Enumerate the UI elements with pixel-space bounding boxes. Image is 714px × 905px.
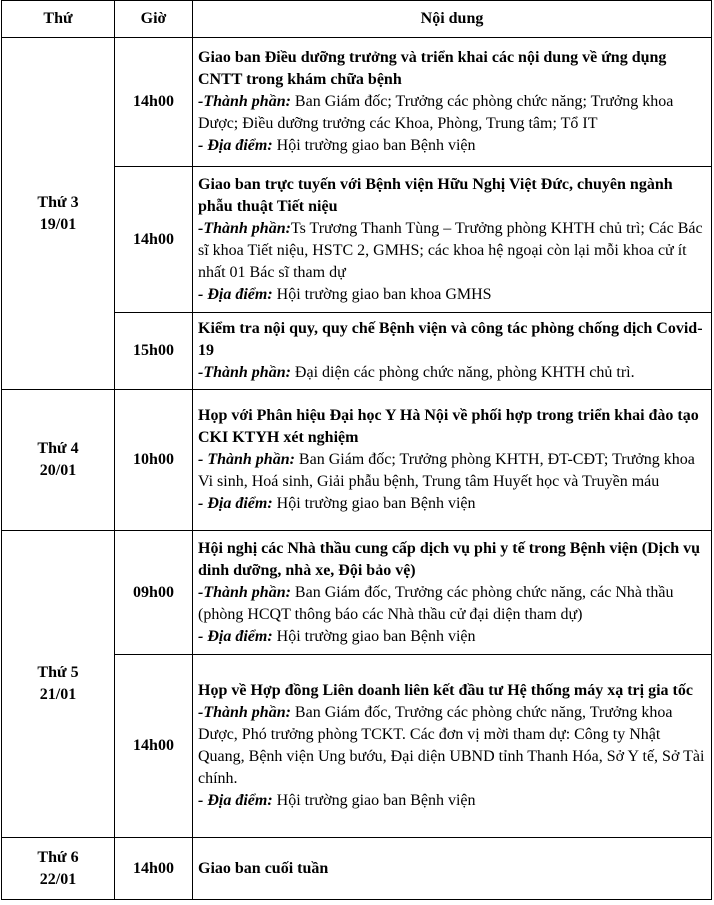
- content-cell: [193, 390, 712, 531]
- day-name: Thứ 6: [37, 848, 79, 866]
- detail-text: Ban Giám đốc; Trưởng phòng KHTH, ĐT-CĐT; Trưởng khoa Vi sinh, Hoá sinh, Giải phẫu bệnh, Trung tâm Huyết học và Truyền máu: [198, 451, 695, 490]
- event-detail: [198, 135, 707, 157]
- day-cell: [2, 531, 115, 838]
- day-cell: [2, 38, 115, 390]
- event-detail: [198, 284, 707, 306]
- time-cell: 10h00: [115, 390, 193, 531]
- event-title: Hội nghị các Nhà thầu cung cấp dịch vụ phi y tế trong Bệnh viện (Dịch vụ dinh dưỡng, nhà xe, Đội bảo vệ): [198, 539, 701, 579]
- event-title: Giao ban cuối tuần: [198, 859, 329, 877]
- event-title: Giao ban trực tuyến với Bệnh viện Hữu Nghị Việt Đức, chuyên ngành phẫu thuật Tiết niệu: [198, 175, 673, 215]
- content-cell: [193, 531, 712, 655]
- header-time: Giờ: [115, 1, 193, 38]
- time-cell: 09h00: [115, 531, 193, 655]
- table-row: [2, 531, 712, 655]
- day-cell: [2, 838, 115, 900]
- header-content: Nội dung: [193, 1, 712, 38]
- detail-text: Ban Giám đốc, Trưởng các phòng chức năng, Trưởng khoa Dược, Phó trưởng phòng TCKT. Các đơn vị mời tham dự: Công ty Nhật Quang, Bệnh viện Ung bướu, Đại diện UBND tỉnh Thanh Hóa, Sở Y tế, Sở Tài chính.: [198, 704, 705, 787]
- day-date: 19/01: [39, 215, 77, 233]
- detail-label: -Thành phần:: [198, 93, 291, 110]
- table-row: [2, 838, 712, 900]
- day-date: 22/01: [39, 870, 77, 888]
- event-detail: [198, 790, 707, 812]
- detail-text: Ts Trương Thanh Tùng – Trưởng phòng KHTH chủ trì; Các Bác sĩ khoa Tiết niệu, HSTC 2, GMHS; các khoa hệ ngoại còn lại mỗi khoa cử ít nhất 01 Bác sĩ tham dự: [198, 219, 703, 281]
- event-title: Họp với Phân hiệu Đại học Y Hà Nội về phối hợp trong triển khai đào tạo CKI KTYH xét nghiệm: [198, 407, 699, 446]
- content-cell: [193, 655, 712, 838]
- detail-text: Hội trường giao ban Bệnh viện: [272, 792, 476, 809]
- day-date: 20/01: [39, 462, 77, 479]
- header-row: [2, 1, 712, 38]
- event-detail: [198, 626, 707, 648]
- detail-text: Đại diện các phòng chức năng, phòng KHTH chủ trì.: [290, 364, 635, 381]
- table-row: [2, 390, 712, 531]
- detail-label: - Địa điểm:: [198, 137, 273, 154]
- detail-text: Ban Giám đốc; Trưởng các phòng chức năng; Trưởng khoa Dược; Điều dưỡng trưởng các Khoa, Phòng, Trung tâm; Tổ IT: [198, 93, 674, 132]
- detail-text: Ban Giám đốc, Trưởng các phòng chức năng, các Nhà thầu (phòng HCQT thông báo các Nhà thầu cử đại diện tham dự): [198, 583, 674, 623]
- detail-text: Hội trường giao ban Bệnh viện: [272, 137, 476, 154]
- event-detail: [198, 218, 707, 284]
- event-detail: [198, 702, 707, 790]
- detail-label: -Thành phần:: [198, 583, 291, 601]
- event-detail: [198, 582, 707, 626]
- day-name: Thứ 3: [37, 193, 79, 211]
- time-cell: 14h00: [115, 167, 193, 313]
- detail-text: Hội trường giao ban Bệnh viện: [272, 627, 476, 645]
- schedule-body: [2, 38, 712, 900]
- day-name: Thứ 5: [37, 664, 79, 681]
- header-day: Thứ: [2, 1, 115, 38]
- day-cell: [2, 390, 115, 531]
- schedule-table: [1, 0, 712, 900]
- day-date: 21/01: [39, 686, 77, 703]
- detail-text: Hội trường giao ban Bệnh viện: [272, 495, 476, 512]
- detail-label: -Thành phần:: [198, 219, 291, 237]
- detail-label: - Địa điểm:: [198, 792, 273, 809]
- event-title: Giao ban Điều dưỡng trưởng và triển khai các nội dung về ứng dụng CNTT trong khám chữa bệnh: [198, 49, 667, 88]
- detail-label: - Địa điểm:: [198, 495, 273, 512]
- detail-label: -Thành phần:: [198, 364, 291, 381]
- content-cell: [193, 167, 712, 313]
- event-title: Kiểm tra nội quy, quy chế Bệnh viện và công tác phòng chống dịch Covid-19: [198, 320, 703, 359]
- time-cell: 15h00: [115, 313, 193, 390]
- table-row: [2, 38, 712, 167]
- content-cell: [193, 38, 712, 167]
- time-cell: 14h00: [115, 838, 193, 900]
- detail-label: - Địa điểm:: [198, 627, 273, 645]
- detail-label: -Thành phần:: [198, 704, 291, 721]
- detail-label: - Thành phần:: [198, 451, 295, 468]
- day-name: Thứ 4: [37, 440, 79, 457]
- detail-label: - Địa điểm:: [198, 285, 273, 303]
- time-cell: 14h00: [115, 38, 193, 167]
- content-cell: [193, 313, 712, 390]
- event-detail: [198, 362, 707, 384]
- event-detail: [198, 449, 707, 493]
- event-detail: [198, 91, 707, 135]
- time-cell: 14h00: [115, 655, 193, 838]
- event-title: Họp về Hợp đồng Liên doanh liên kết đầu tư Hệ thống máy xạ trị gia tốc: [198, 682, 693, 699]
- content-cell: [193, 838, 712, 900]
- detail-text: Hội trường giao ban khoa GMHS: [272, 285, 492, 303]
- event-detail: [198, 493, 707, 515]
